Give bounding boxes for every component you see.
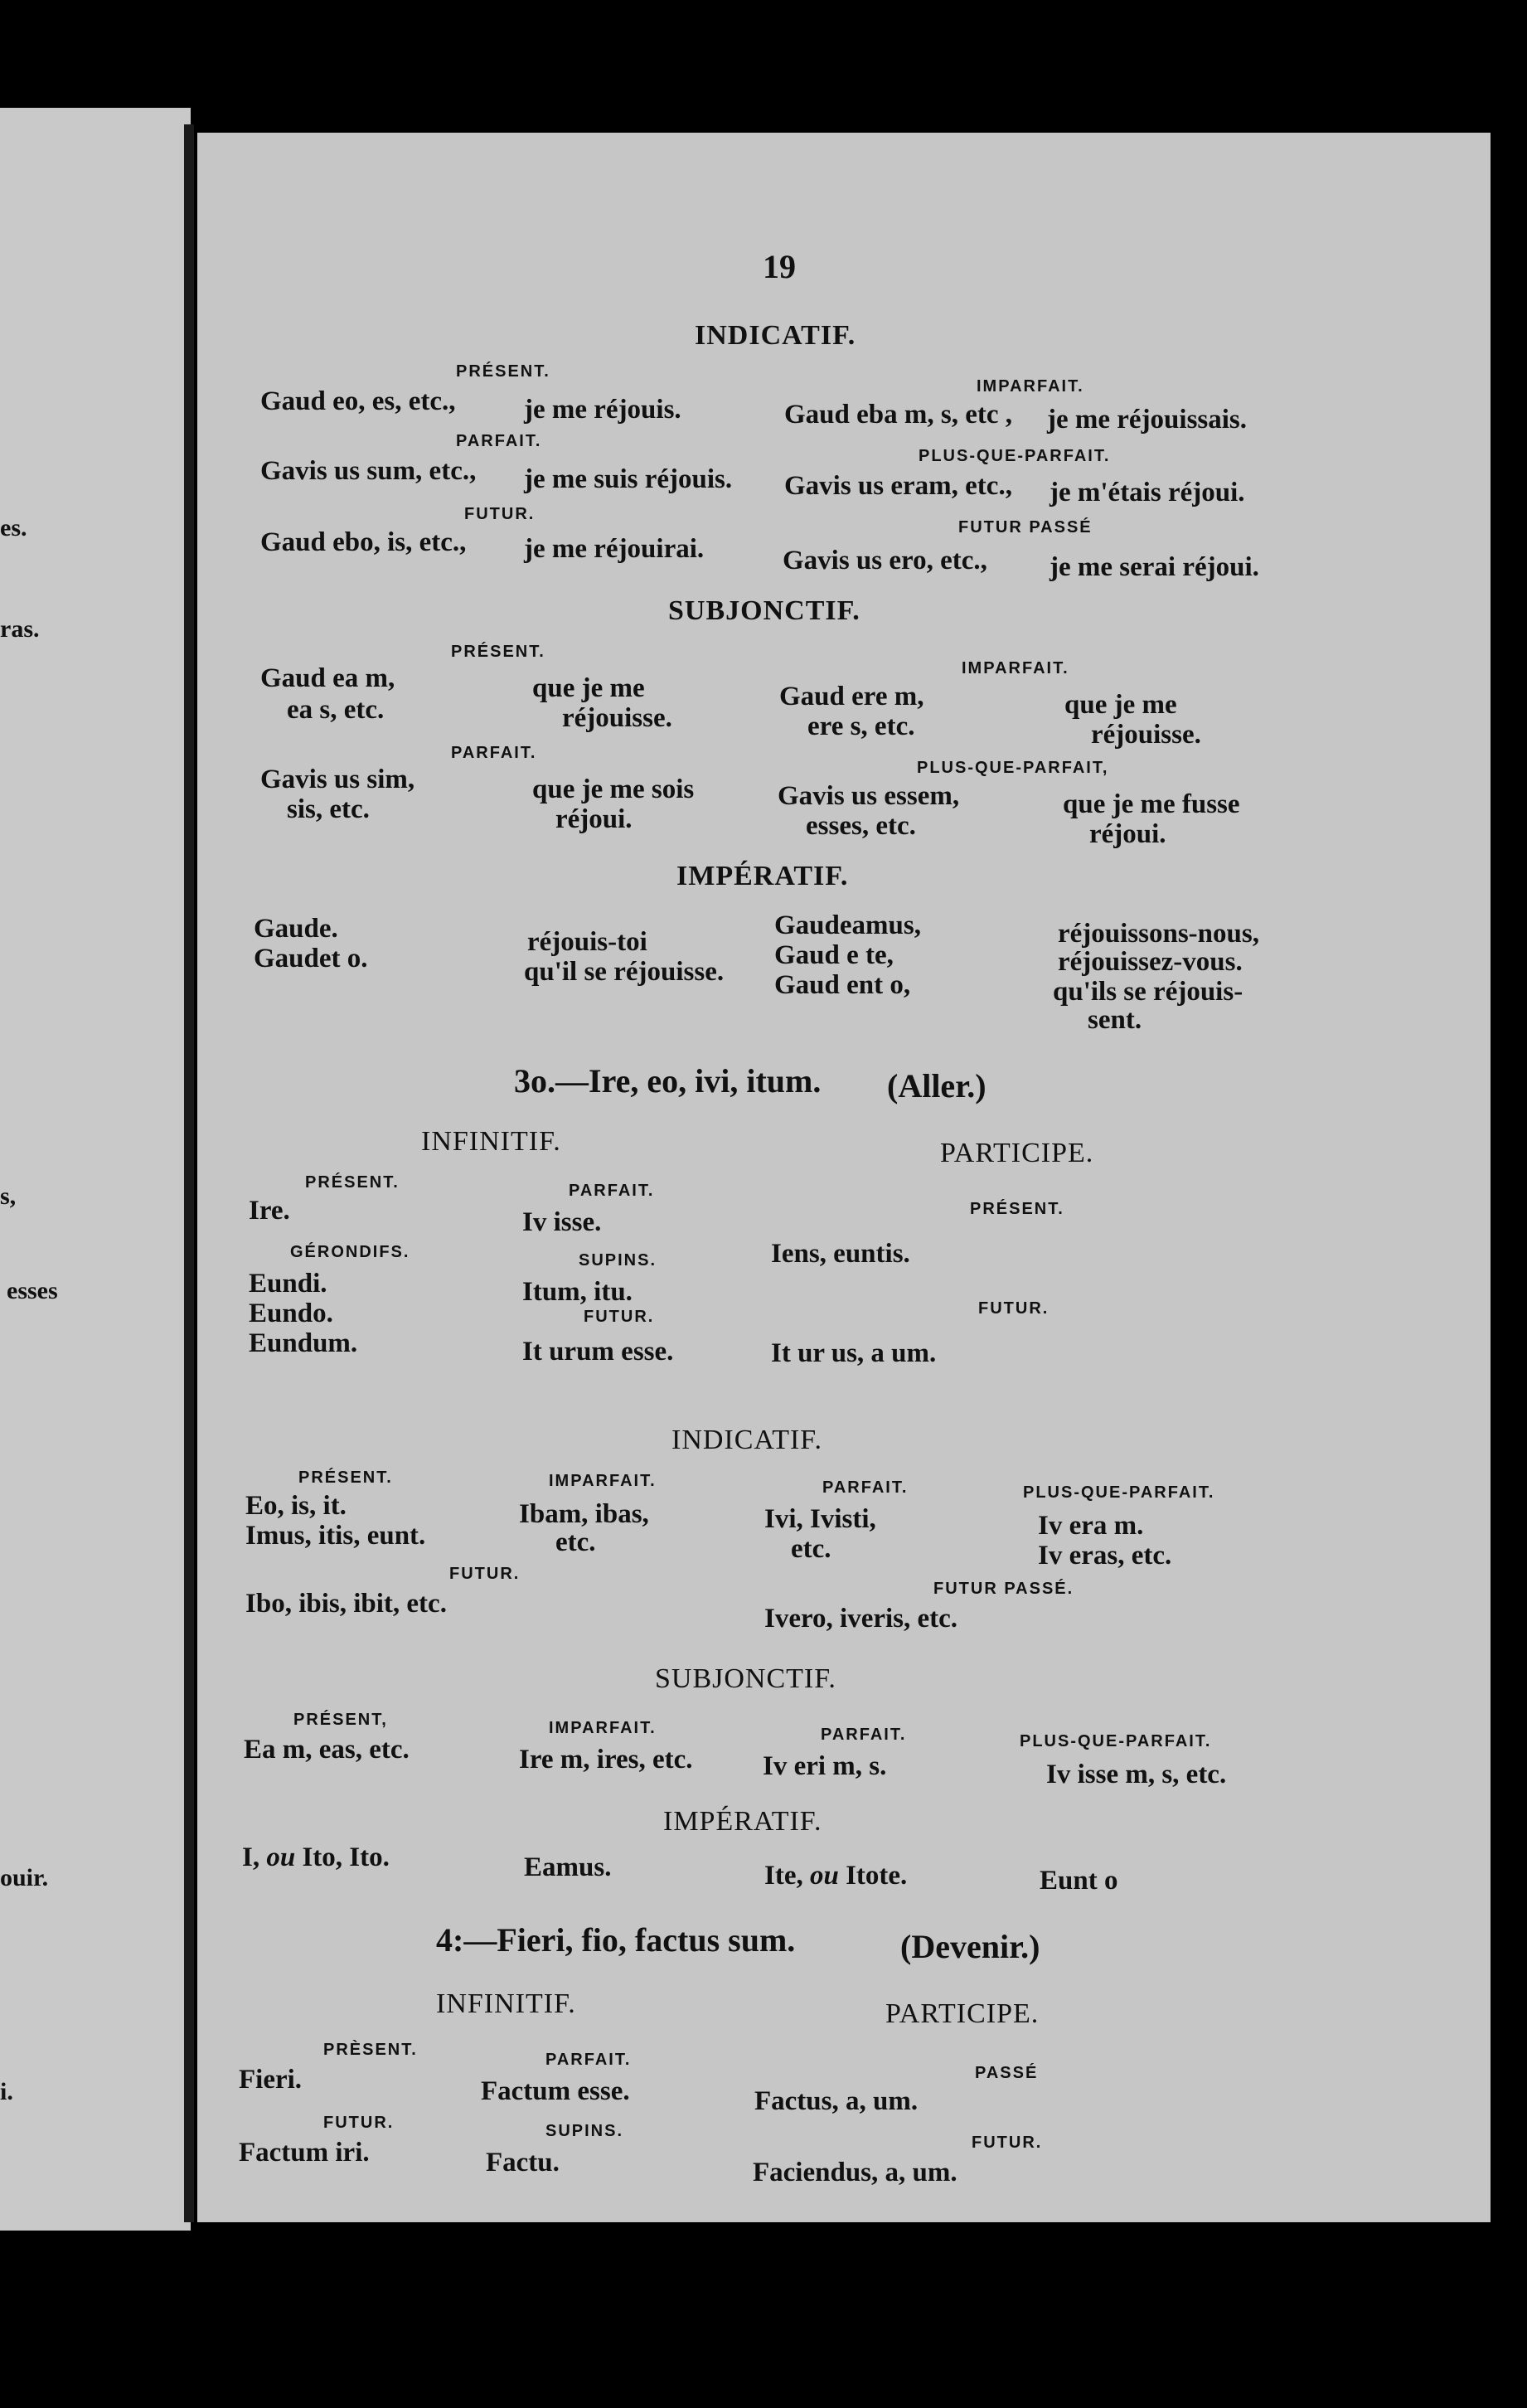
ind-parfait: Ivi, Ivisti, [764, 1504, 876, 1534]
ind-futur-passe: Ivero, iveris, etc. [764, 1604, 958, 1634]
label-ind-imparfait: IMPARFAIT. [549, 1472, 657, 1490]
label-futur-passe: FUTUR PASSÉ [958, 518, 1093, 536]
french-subj-parfait: que je me sois [532, 774, 695, 804]
label-ind-present: PRÉSENT. [298, 1469, 393, 1487]
french-imperatif: qu'il se réjouisse. [524, 957, 725, 987]
french-subj-parfait: réjoui. [555, 804, 633, 834]
heading-infinitif-fieri: INFINITIF. [436, 1988, 576, 2019]
imperatif-ire: I, ou Ito, Ito. [242, 1842, 390, 1872]
french-parfait: je me suis réjouis. [524, 464, 733, 494]
latin-imperatif: Gaude. [254, 914, 338, 944]
heading-infinitif: INFINITIF. [421, 1126, 561, 1157]
french-imperatif-plural: réjouissez-vous. [1058, 947, 1243, 977]
french-subj-present: réjouisse. [562, 703, 672, 733]
label-parfait: PARFAIT. [456, 432, 542, 450]
french-subj-imparfait: que je me [1064, 690, 1177, 720]
french-futur: je me réjouirai. [524, 534, 705, 564]
section-title-ire: 3o.—Ire, eo, ivi, itum. [514, 1062, 822, 1100]
ind-plus-que-parfait: Iv eras, etc. [1038, 1541, 1172, 1571]
label-fieri-futur: FUTUR. [323, 2114, 395, 2132]
latin-subj-imparfait: ere s, etc. [807, 711, 915, 741]
book-page [197, 133, 1491, 2222]
left-fragment: ouir. [0, 1864, 49, 1891]
heading-participe-fieri: PARTICIPE. [885, 1998, 1040, 2029]
latin-present: Gaud eo, es, etc., [260, 386, 456, 416]
ind-parfait: etc. [791, 1534, 831, 1564]
latin-subj-present: Gaud ea m, [260, 663, 395, 693]
part-present: Iens, euntis. [771, 1239, 910, 1269]
label-part-futur: FUTUR. [978, 1299, 1050, 1318]
label-present: PRÉSENT. [456, 362, 550, 381]
section-title-fieri: 4:—Fieri, fio, factus sum. [436, 1921, 796, 1959]
label-subj-parfait-ire: PARFAIT. [821, 1726, 907, 1744]
label-fieri-supins: SUPINS. [545, 2122, 624, 2140]
french-subj-present: que je me [532, 673, 645, 703]
fieri-part-futur: Faciendus, a, um. [753, 2158, 957, 2187]
latin-subj-present: ea s, etc. [287, 695, 385, 725]
gerondif: Eundi. [249, 1269, 327, 1299]
heading-imperatif: IMPÉRATIF. [676, 861, 849, 891]
label-subj-present: PRÉSENT. [451, 643, 545, 661]
french-subj-imparfait: réjouisse. [1091, 720, 1201, 750]
part-futur: It ur us, a um. [771, 1338, 937, 1368]
french-futur-passe: je me serai réjoui. [1050, 552, 1259, 582]
fieri-futur: Factum iri. [239, 2138, 370, 2168]
french-subj-plus-que-parfait: que je me fusse [1063, 789, 1240, 819]
left-page-fragment [0, 108, 191, 2231]
label-subj-present-ire: PRÉSENT, [293, 1711, 388, 1729]
subj-present-ire: Ea m, eas, etc. [244, 1735, 410, 1765]
label-inf-present: PRÉSENT. [305, 1173, 400, 1192]
label-ind-plus-que-parfait: PLUS-QUE-PARFAIT. [1023, 1483, 1215, 1502]
label-imparfait: IMPARFAIT. [977, 377, 1084, 396]
label-inf-parfait: PARFAIT. [569, 1182, 655, 1200]
heading-subjonctif: SUBJONCTIF. [668, 595, 860, 626]
ind-present: Imus, itis, eunt. [245, 1521, 426, 1551]
latin-subj-parfait: Gavis us sim, [260, 765, 415, 794]
subj-imparfait-ire: Ire m, ires, etc. [519, 1745, 693, 1774]
french-imperatif-plural: réjouissons-nous, [1058, 919, 1259, 949]
latin-subj-plus-que-parfait: Gavis us essem, [778, 781, 960, 811]
label-supins: SUPINS. [579, 1251, 657, 1270]
heading-indicatif: INDICATIF. [695, 320, 856, 351]
label-subj-pqp-ire: PLUS-QUE-PARFAIT. [1020, 1732, 1212, 1750]
imperatif-ire: Ite, ou Itote. [764, 1861, 908, 1891]
french-subj-plus-que-parfait: réjoui. [1089, 819, 1166, 849]
french-imparfait: je me réjouissais. [1047, 405, 1248, 435]
heading-subjonctif-ire: SUBJONCTIF. [655, 1663, 836, 1694]
label-gerondifs: GÉRONDIFS. [290, 1243, 410, 1261]
label-futur: FUTUR. [464, 505, 536, 523]
supins: Itum, itu. [522, 1277, 633, 1307]
subj-pqp-ire: Iv isse m, s, etc. [1046, 1760, 1227, 1789]
fieri-parfait: Factum esse. [481, 2076, 630, 2106]
label-part-present: PRÉSENT. [970, 1200, 1064, 1218]
label-plus-que-parfait: PLUS-QUE-PARFAIT. [919, 447, 1111, 465]
french-imperatif-plural: qu'ils se réjouis- [1053, 977, 1243, 1007]
fieri-present: Fieri. [239, 2065, 303, 2095]
french-imperatif-plural: sent. [1088, 1005, 1142, 1035]
latin-plus-que-parfait: Gavis us eram, etc., [784, 471, 1012, 501]
latin-imperatif: Gaudet o. [254, 944, 368, 973]
latin-subj-imparfait: Gaud ere m, [779, 682, 924, 711]
label-fieri-part-futur: FUTUR. [972, 2134, 1043, 2152]
label-subj-plus-que-parfait: PLUS-QUE-PARFAIT, [917, 759, 1109, 777]
label-fieri-passe: PASSÉ [975, 2064, 1039, 2082]
label-subj-imparfait: IMPARFAIT. [962, 659, 1069, 677]
heading-participe: PARTICIPE. [940, 1138, 1094, 1168]
label-inf-futur: FUTUR. [584, 1308, 655, 1326]
latin-futur-passe: Gavis us ero, etc., [783, 546, 987, 575]
left-fragment: esses [7, 1277, 58, 1304]
label-subj-parfait: PARFAIT. [451, 744, 537, 762]
section-title-ire-translation: (Aller.) [887, 1067, 986, 1104]
latin-imparfait: Gaud eba m, s, etc , [784, 400, 1012, 430]
imperatif-ire: Eunt o [1040, 1866, 1118, 1896]
latin-imperatif-plural: Gaud ent o, [774, 970, 911, 1000]
latin-subj-plus-que-parfait: esses, etc. [806, 811, 916, 841]
left-fragment: ras. [0, 615, 40, 643]
latin-imperatif-plural: Gaud e te, [774, 940, 894, 970]
fieri-supins: Factu. [486, 2148, 560, 2177]
latin-imperatif-plural: Gaudeamus, [774, 910, 921, 940]
left-fragment: es. [0, 514, 27, 541]
gerondif: Eundum. [249, 1328, 358, 1358]
label-ind-parfait: PARFAIT. [822, 1478, 909, 1497]
label-ind-futur-passe: FUTUR PASSÉ. [933, 1580, 1074, 1598]
french-plus-que-parfait: je m'étais réjoui. [1050, 478, 1245, 507]
latin-subj-parfait: sis, etc. [287, 794, 370, 824]
ind-present: Eo, is, it. [245, 1491, 347, 1521]
fieri-passe: Factus, a, um. [754, 2086, 919, 2116]
label-ind-futur: FUTUR. [449, 1565, 521, 1583]
label-subj-imparfait-ire: IMPARFAIT. [549, 1719, 657, 1737]
ind-imparfait: etc. [555, 1527, 596, 1557]
latin-futur: Gaud ebo, is, etc., [260, 527, 467, 557]
ind-plus-que-parfait: Iv era m. [1038, 1511, 1144, 1541]
french-imperatif: réjouis-toi [527, 927, 647, 957]
inf-present: Ire. [249, 1196, 290, 1226]
section-title-fieri-translation: (Devenir.) [900, 1928, 1040, 1965]
heading-indicatif-ire: INDICATIF. [671, 1425, 822, 1455]
ind-imparfait: Ibam, ibas, [519, 1499, 649, 1529]
left-fragment: s, [0, 1182, 17, 1210]
imperatif-ire: Eamus. [524, 1852, 612, 1882]
label-fieri-parfait: PARFAIT. [545, 2051, 632, 2069]
inf-parfait: Iv isse. [522, 1207, 602, 1237]
latin-parfait: Gavis us sum, etc., [260, 456, 477, 486]
gerondif: Eundo. [249, 1299, 333, 1328]
ind-futur: Ibo, ibis, ibit, etc. [245, 1589, 447, 1619]
heading-imperatif-ire: IMPÉRATIF. [663, 1806, 822, 1837]
inf-futur: It urum esse. [522, 1337, 674, 1367]
left-fragment: i. [0, 2078, 13, 2105]
french-present: je me réjouis. [524, 395, 681, 425]
page-number: 19 [763, 248, 796, 285]
subj-parfait-ire: Iv eri m, s. [763, 1751, 887, 1781]
label-fieri-present: PRÈSENT. [323, 2041, 418, 2059]
book-spine [184, 124, 194, 2222]
